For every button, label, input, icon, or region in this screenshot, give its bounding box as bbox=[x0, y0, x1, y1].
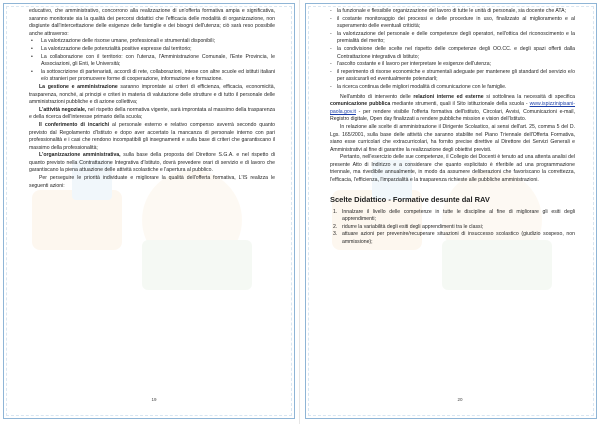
list-item: - la funzionale e flessibile organizzazione del lavoro di tutte le unità di personale, sia docente che ATA; bbox=[330, 8, 575, 16]
paragraph-organizzazione bbox=[29, 152, 275, 175]
paragraph-perseguire: Per perseguire le priorità individuate e migliorare la qualità dell'offerta formativa, L'IS realizza le seguenti azioni: bbox=[29, 175, 275, 189]
paragraph-relazioni bbox=[330, 94, 575, 124]
website-link[interactable]: www.ispizzinipisani-paola.gov.it bbox=[330, 101, 576, 115]
paragraph-text: Nell'ambito di intervento delle bbox=[340, 93, 414, 100]
list-item: • La valorizzazione delle risorse umane, professionali e strumentali disponibili; bbox=[29, 38, 275, 46]
dash-list bbox=[330, 8, 575, 92]
bullet-list bbox=[29, 38, 275, 84]
section-title: Scelte Didattico - Formative desunte dal RAV bbox=[330, 194, 490, 204]
paragraph-pertanto: Pertanto, nell'esercizio delle sue competenze, il Collegio dei Docenti è tenuto ad una attenta analisi del presente Atto di Indirizzo e a considerare che quanto esplicitato è riferibile ad una programmazione triennale, ma rivedibile annualmente, in modo da assumere deliberazioni che favoriscano la correttezza, l'efficacia, l'efficienza, l'imparzialità e la trasparenza richieste alle pubbliche amministrazioni. bbox=[330, 154, 575, 184]
list-item: • la sottoscrizione di partenariati, accordi di rete, collaborazioni, intese con altre scuole ed istituti italiani e/o stranieri per promuovere forme di cooperazione, informazione e formazione. bbox=[29, 69, 275, 84]
page-content bbox=[330, 8, 575, 247]
item-text: ridurre la variabilità degli esiti degli apprendimenti tra le classi; bbox=[342, 223, 484, 230]
page-content bbox=[29, 8, 275, 190]
page-number: 20 bbox=[457, 397, 463, 402]
item-number: 2. bbox=[333, 223, 338, 230]
paragraph-attivita bbox=[29, 107, 275, 122]
paragraph-text: mediante strumenti, quali il Sito istituzionale della scuola - bbox=[390, 101, 530, 108]
paragraph-text: al personale esterno e relativo compenso avverrà secondo quanto previsto dal Regolamento d'Istituto e dopo aver accertato la mancanza di personale interno con pari professionalità e i casi che rendono incompatibili gli insegnamenti e sulla base di criteri che garantiscano il massimo della professionalità; bbox=[29, 121, 276, 151]
numbered-list bbox=[330, 209, 575, 247]
paragraph-lead: L'attività negoziale, bbox=[39, 106, 87, 113]
paragraph-text: sulla base della proposta del Direttore S.G.A. e nel rispetto di quanto previsto nella Contrattazione Integrativa d'Istituto, dovrà prevedere orari di servizio e di lavoro che garantiscano la piena attuazione delle attività scolastiche e l'apertura al pubblico. bbox=[29, 152, 275, 174]
list-item: • La collaborazione con il territorio: con l'utenza, l'Amministrazione Comunale, l'Ente Provincia, le Associazioni, gli Enti, le Università; bbox=[29, 54, 275, 69]
paragraph-lead: Il conferimento di incarichi bbox=[39, 121, 110, 128]
paragraph-text: saranno improntate ai criteri di efficienza, efficacia, economicità, trasparenza, nonché, ai principi e criteri in materia di valutazione delle strutture e di tutto il personale delle amministrazioni pubbliche e di azione collettiva; bbox=[29, 83, 275, 106]
page-number: 19 bbox=[151, 397, 157, 402]
paragraph-emphasis: comunicazione pubblica bbox=[330, 101, 391, 108]
item-text: attuare azioni per prevenire/recuperare situazioni di insuccesso scolastico (giudizio sospeso, non ammissione); bbox=[342, 231, 575, 246]
list-item: - l'ascolto costante e il lavoro per interpretare le esigenze dell'utenza; bbox=[330, 61, 575, 69]
paragraph-text: - per rendere visibile l'offerta formativa dell'istituto, Circolari, Avvisi, Comunicazioni e-mail, Registro digitale, Open day finalizzati a rendere pubbliche mission e vision dell'Istituto. bbox=[330, 108, 575, 123]
paragraph-intro: educativo, che amministrativo, concorrono alla realizzazione di un'offerta formativa ampia e significativa, saranno monitorate sia la qualità dei percorsi didattici che l'efficacia delle modalità di organizzazione, non disgiunte dall'intercettazione delle esigenze delle famiglie e dei bisogni dell'utenza; ciò sarà reso possibile anche attraverso: bbox=[29, 8, 275, 37]
item-number: 1. bbox=[333, 208, 338, 215]
list-item bbox=[330, 209, 575, 224]
paragraph-relazione-amministrazione: In relazione alle scelte di amministrazione il Dirigente Scolastico, ai sensi dell'art. 25, comma 5 del D. Lgs. 165/2001, sulla base delle attività che saranno stabilite nel Piano Triennale dell'Offerta Formativa, siano esse curricolari che extracurricolari, ha fornito precise direttive al Direttore dei Servizi Generali e Amministrativi al fine di garantire la realizzazione degli obiettivi previsti. bbox=[330, 123, 575, 153]
list-item: - il costante monitoraggio dei processi e delle procedure in uso, finalizzato al miglioramento e al superamento delle eventuali criticità; bbox=[330, 16, 575, 31]
paragraph-text: si sottolinea la necessità di specifica bbox=[483, 93, 575, 100]
list-item bbox=[330, 231, 575, 246]
paragraph-gestione bbox=[29, 84, 275, 107]
list-item: • La valorizzazione delle potenzialità positive espresse dal territorio; bbox=[29, 46, 275, 54]
list-item bbox=[330, 224, 575, 232]
document-page-right bbox=[300, 0, 600, 424]
paragraph-conferimento bbox=[29, 122, 275, 152]
item-number: 3. bbox=[333, 231, 338, 238]
item-text: Innalzare il livello delle competenze in tutte le discipline al fine di migliorare gli esiti degli apprendimenti; bbox=[342, 208, 575, 223]
list-item: - la condivisione delle scelte nel rispetto delle competenze degli OO.CC. e degli spazi offerti dalla Contrattazione integrativa di Istituto; bbox=[330, 46, 575, 61]
list-item: - la ricerca continua delle migliori modalità di comunicazione con le famiglie. bbox=[330, 84, 575, 92]
list-item: - la valorizzazione del personale e delle competenze degli operatori, nell'ottica del riconoscimento e la premialità del merito; bbox=[330, 31, 575, 46]
paragraph-text: nel rispetto della normativa vigente, sarà improntata al massimo della trasparenza e della ricerca dell'interesse primario della scuola; bbox=[29, 106, 275, 121]
paragraph-lead: La gestione e amministrazione bbox=[39, 83, 118, 90]
list-item: - il reperimento di risorse economiche e strumentali adeguate per mantenere gli standard del servizio e/o per assicurarli ed eventualmente potenziarli; bbox=[330, 69, 575, 84]
paragraph-lead: L'organizzazione amministrativa, bbox=[39, 152, 121, 159]
paragraph-emphasis: relazioni interne ed esterne bbox=[413, 93, 484, 100]
